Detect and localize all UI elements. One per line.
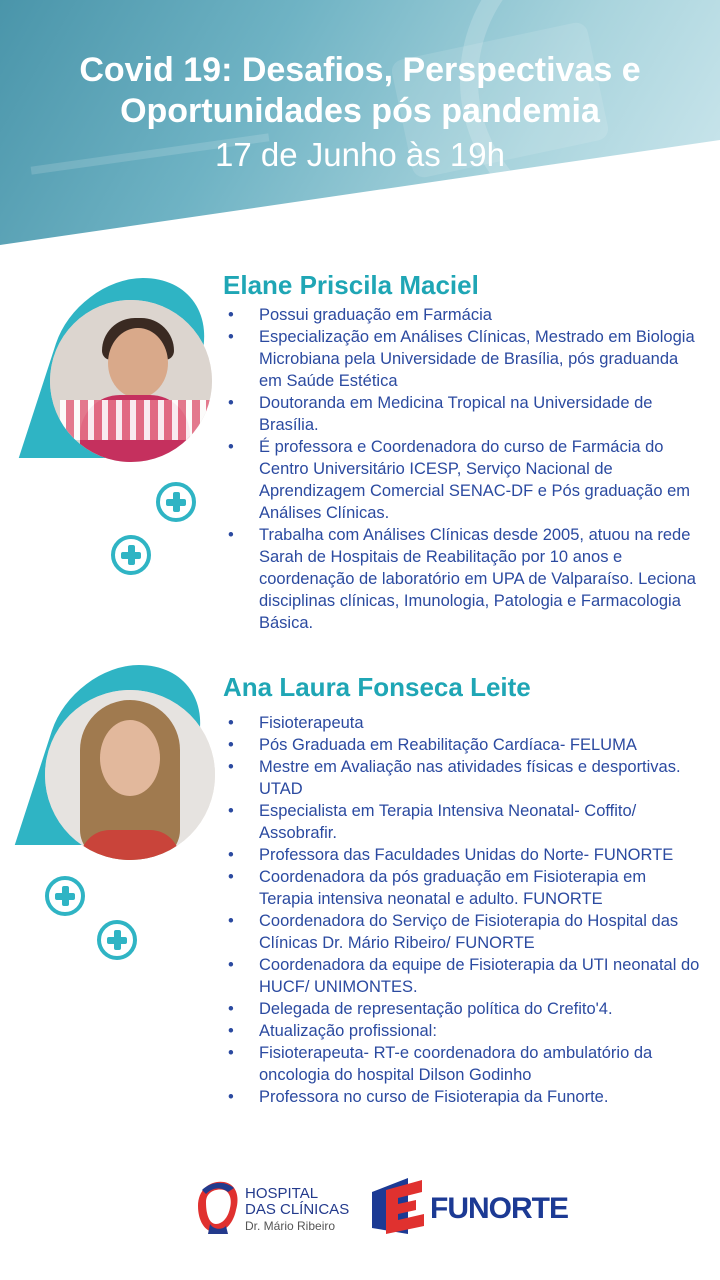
doctor-face-icon: [188, 1176, 244, 1236]
speaker-bio-list: [223, 304, 698, 634]
event-title-line1: Covid 19: Desafios, Perspectivas e: [79, 51, 641, 89]
hospital-name-line2: DAS CLÍNICAS: [245, 1201, 350, 1218]
list-item: • Possui graduação em Farmácia: [223, 304, 698, 326]
list-item: • Coordenadora do Serviço de Fisioterapia do Hospital das Clínicas Dr. Mário Ribeiro/ FUNORTE: [223, 910, 703, 954]
funorte-logo: [372, 1178, 568, 1238]
speaker-photo: [50, 300, 212, 462]
list-item: • Especialização em Análises Clínicas, Mestrado em Biologia Microbiana pela Universidade de Brasília, pós graduanda em Saúde Estética: [223, 326, 698, 392]
event-title-line2: Oportunidades pós pandemia: [120, 92, 600, 130]
list-item: • Doutoranda em Medicina Tropical na Universidade de Brasília.: [223, 392, 698, 436]
speaker-name: Ana Laura Fonseca Leite: [223, 672, 531, 702]
funorte-mark-icon: [372, 1178, 430, 1234]
list-item: • Trabalha com Análises Clínicas desde 2005, atuou na rede Sarah de Hospitais de Reabilitação por 10 anos e coordenação de laboratório em UPA de Valparaíso. Leciona disciplinas clínicas, Imunologia, Patologia e Farmacologia Básica.: [223, 524, 698, 634]
list-item: • Delegada de representação política do Crefito'4.: [223, 998, 703, 1020]
speaker-bio-list: [223, 712, 703, 1108]
medical-plus-icon: [111, 535, 151, 575]
list-item: • Professora no curso de Fisioterapia da Funorte.: [223, 1086, 703, 1108]
funorte-wordmark: FUNORTE: [430, 1192, 568, 1225]
list-item: • Pós Graduada em Reabilitação Cardíaca- FELUMA: [223, 734, 703, 756]
list-item: • Coordenadora da pós graduação em Fisioterapia em Terapia intensiva neonatal e adulto. FUNORTE: [223, 866, 703, 910]
event-title: [0, 50, 720, 132]
medical-plus-icon: [156, 482, 196, 522]
speaker-name: Elane Priscila Maciel: [223, 270, 479, 300]
medical-plus-icon: [45, 876, 85, 916]
list-item: • Fisioterapeuta- RT-e coordenadora do ambulatório da oncologia do hospital Dilson Godinho: [223, 1042, 703, 1086]
list-item: • É professora e Coordenadora do curso de Farmácia do Centro Universitário ICESP, Serviço Nacional de Aprendizagem Comercial SENAC-DF e Pós graduação em Análises Clínicas.: [223, 436, 698, 524]
list-item: • Fisioterapeuta: [223, 712, 703, 734]
event-date: 17 de Junho às 19h: [215, 136, 505, 173]
list-item: • Especialista em Terapia Intensiva Neonatal- Coffito/ Assobrafir.: [223, 800, 703, 844]
list-item: • Coordenadora da equipe de Fisioterapia da UTI neonatal do HUCF/ UNIMONTES.: [223, 954, 703, 998]
hospital-name-line3: Dr. Mário Ribeiro: [245, 1219, 336, 1233]
medical-plus-icon: [97, 920, 137, 960]
speaker-photo: [45, 690, 215, 860]
list-item: • Mestre em Avaliação nas atividades físicas e desportivas. UTAD: [223, 756, 703, 800]
hospital-name-line1: HOSPITAL: [245, 1185, 319, 1202]
hospital-das-clinicas-logo: [188, 1176, 358, 1238]
list-item: • Atualização profissional:: [223, 1020, 703, 1042]
list-item: • Professora das Faculdades Unidas do Norte- FUNORTE: [223, 844, 703, 866]
